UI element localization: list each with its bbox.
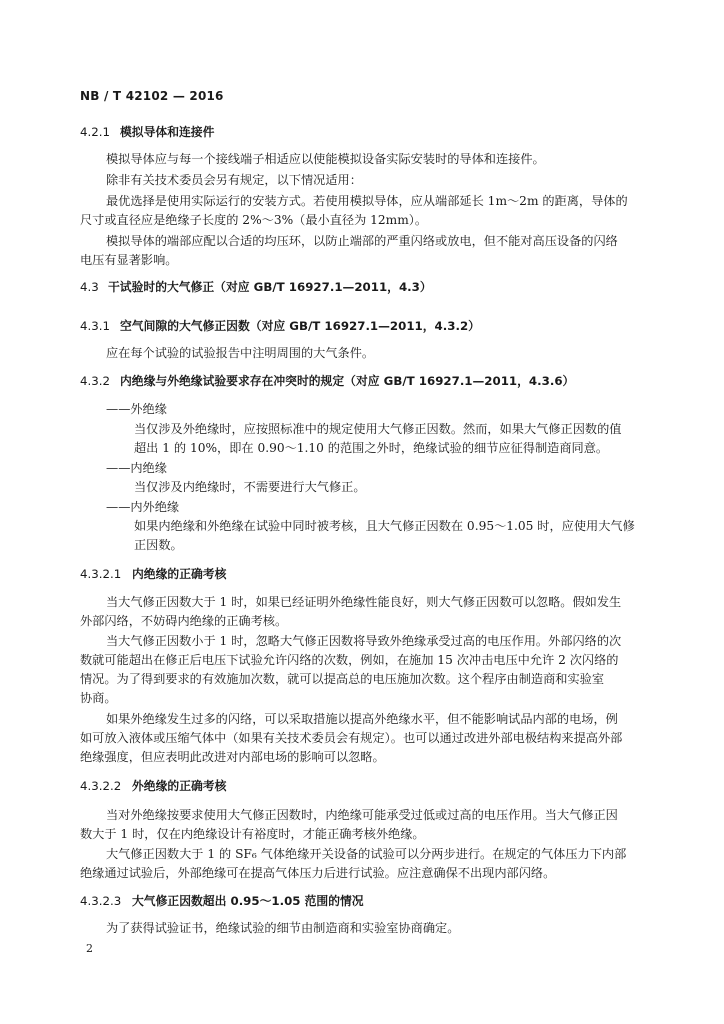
paragraph-line: 如果外绝缘发生过多的闪络，可以采取措施以提高外绝缘水平，但不能影响试品内部的电场，例 (106, 712, 618, 726)
heading-number: 4.3 (80, 280, 99, 294)
heading-4-3-2 (80, 373, 574, 389)
list-item-text: 当仅涉及内绝缘时，不需要进行大气修正。 (134, 480, 366, 494)
heading-title: 模拟导体和连接件 (120, 125, 215, 139)
list-item-text: 超出 1 的 10%，即在 0.90～1.10 的范围之外时，绝缘试验的细节应征得制造商同意。 (134, 441, 609, 455)
standard-header: NB / T 42102 — 2016 (80, 89, 224, 103)
paragraph-line: 当大气修正因数大于 1 时，如果已经证明外绝缘性能良好，则大气修正因数可以忽略。假如发生 (106, 595, 622, 609)
heading-title: 大气修正因数超出 0.95～1.05 范围的情况 (132, 894, 364, 908)
list-item-text: 正因数。 (134, 538, 183, 552)
paragraph-line: 当大气修正因数小于 1 时，忽略大气修正因数将导致外绝缘承受过高的电压作用。外部闪络的次 (106, 634, 622, 648)
paragraph-line: 应在每个试验的试验报告中注明周围的大气条件。 (106, 346, 375, 360)
paragraph-line: 为了获得试验证书，绝缘试验的细节由制造商和实验室协商确定。 (106, 921, 460, 935)
list-item-label: ——内绝缘 (106, 461, 167, 475)
paragraph-line: 绝缘通过试验后，外部绝缘可在提高气体压力后进行试验。应注意确保不出现内部闪络。 (80, 866, 556, 880)
page-number: 2 (86, 942, 93, 955)
paragraph-line: 最优选择是使用实际运行的安装方式。若使用模拟导体，应从端部延长 1m～2m 的距离，导体的 (106, 194, 628, 208)
heading-title: 内绝缘的正确考核 (132, 567, 227, 581)
paragraph-line: 数大于 1 时，仅在内绝缘设计有裕度时，才能正确考核外绝缘。 (80, 827, 425, 841)
paragraph-line: 数就可能超出在修正后电压下试验允许闪络的次数，例如，在施加 15 次冲击电压中允许 2 次闪络的 (80, 653, 619, 667)
paragraph-line: 除非有关技术委员会另有规定，以下情况适用： (106, 173, 362, 187)
paragraph-line: 情况。为了得到要求的有效施加次数，就可以提高总的电压施加次数。这个程序由制造商和实验室 (80, 672, 605, 686)
paragraph-line: 尺寸或直径应是绝缘子长度的 2%～3%（最小直径为 12mm）。 (80, 213, 428, 227)
heading-4-3 (80, 279, 432, 295)
paragraph-line: 模拟导体应与每一个接线端子相适应以使能模拟设备实际安装时的导体和连接件。 (106, 152, 545, 166)
heading-number: 4.3.2.3 (80, 894, 122, 908)
heading-4-3-2-3 (80, 893, 364, 909)
heading-number: 4.3.2.2 (80, 779, 122, 793)
heading-number: 4.2.1 (80, 125, 111, 139)
paragraph-line: 电压有显著影响。 (80, 253, 178, 267)
heading-4-3-2-2 (80, 778, 226, 794)
heading-number: 4.3.1 (80, 319, 111, 333)
heading-title: 空气间隙的大气修正因数（对应 GB/T 16927.1—2011，4.3.2） (120, 319, 480, 333)
paragraph-line: 模拟导体的端部应配以合适的均压环，以防止端部的严重闪络或放电，但不能对高压设备的闪络 (106, 234, 618, 248)
heading-4-3-2-1 (80, 566, 226, 582)
heading-4-3-1 (80, 318, 480, 334)
heading-4-2-1 (80, 124, 214, 140)
paragraph-line: 当对外绝缘按要求使用大气修正因数时，内绝缘可能承受过低或过高的电压作用。当大气修正因 (106, 808, 618, 822)
list-item-label: ——内外绝缘 (106, 500, 180, 514)
list-item-text: 如果内绝缘和外绝缘在试验中同时被考核，且大气修正因数在 0.95～1.05 时，应使用大气修 (134, 519, 635, 533)
list-item-label: ——外绝缘 (106, 402, 167, 416)
paragraph-line: 协商。 (80, 691, 117, 705)
heading-title: 外绝缘的正确考核 (132, 779, 227, 793)
heading-title: 内绝缘与外绝缘试验要求存在冲突时的规定（对应 GB/T 16927.1—2011，4.3.6） (120, 374, 575, 388)
heading-title: 干试验时的大气修正（对应 GB/T 16927.1—2011，4.3） (108, 280, 432, 294)
heading-number: 4.3.2.1 (80, 567, 122, 581)
list-item-text: 当仅涉及外绝缘时，应按照标准中的规定使用大气修正因数。然而，如果大气修正因数的值 (134, 422, 622, 436)
paragraph-line: 绝缘强度，但应表明此改进对内部电场的影响可以忽略。 (80, 750, 385, 764)
paragraph-line: 如可放入液体或压缩气体中（如果有关技术委员会有规定）。也可以通过改进外部电极结构来提高外部 (80, 731, 623, 745)
heading-number: 4.3.2 (80, 374, 111, 388)
paragraph-line: 大气修正因数大于 1 的 SF₆ 气体绝缘开关设备的试验可以分两步进行。在规定的气体压力下内部 (106, 847, 627, 861)
paragraph-line: 外部闪络，不妨碍内绝缘的正确考核。 (80, 614, 288, 628)
